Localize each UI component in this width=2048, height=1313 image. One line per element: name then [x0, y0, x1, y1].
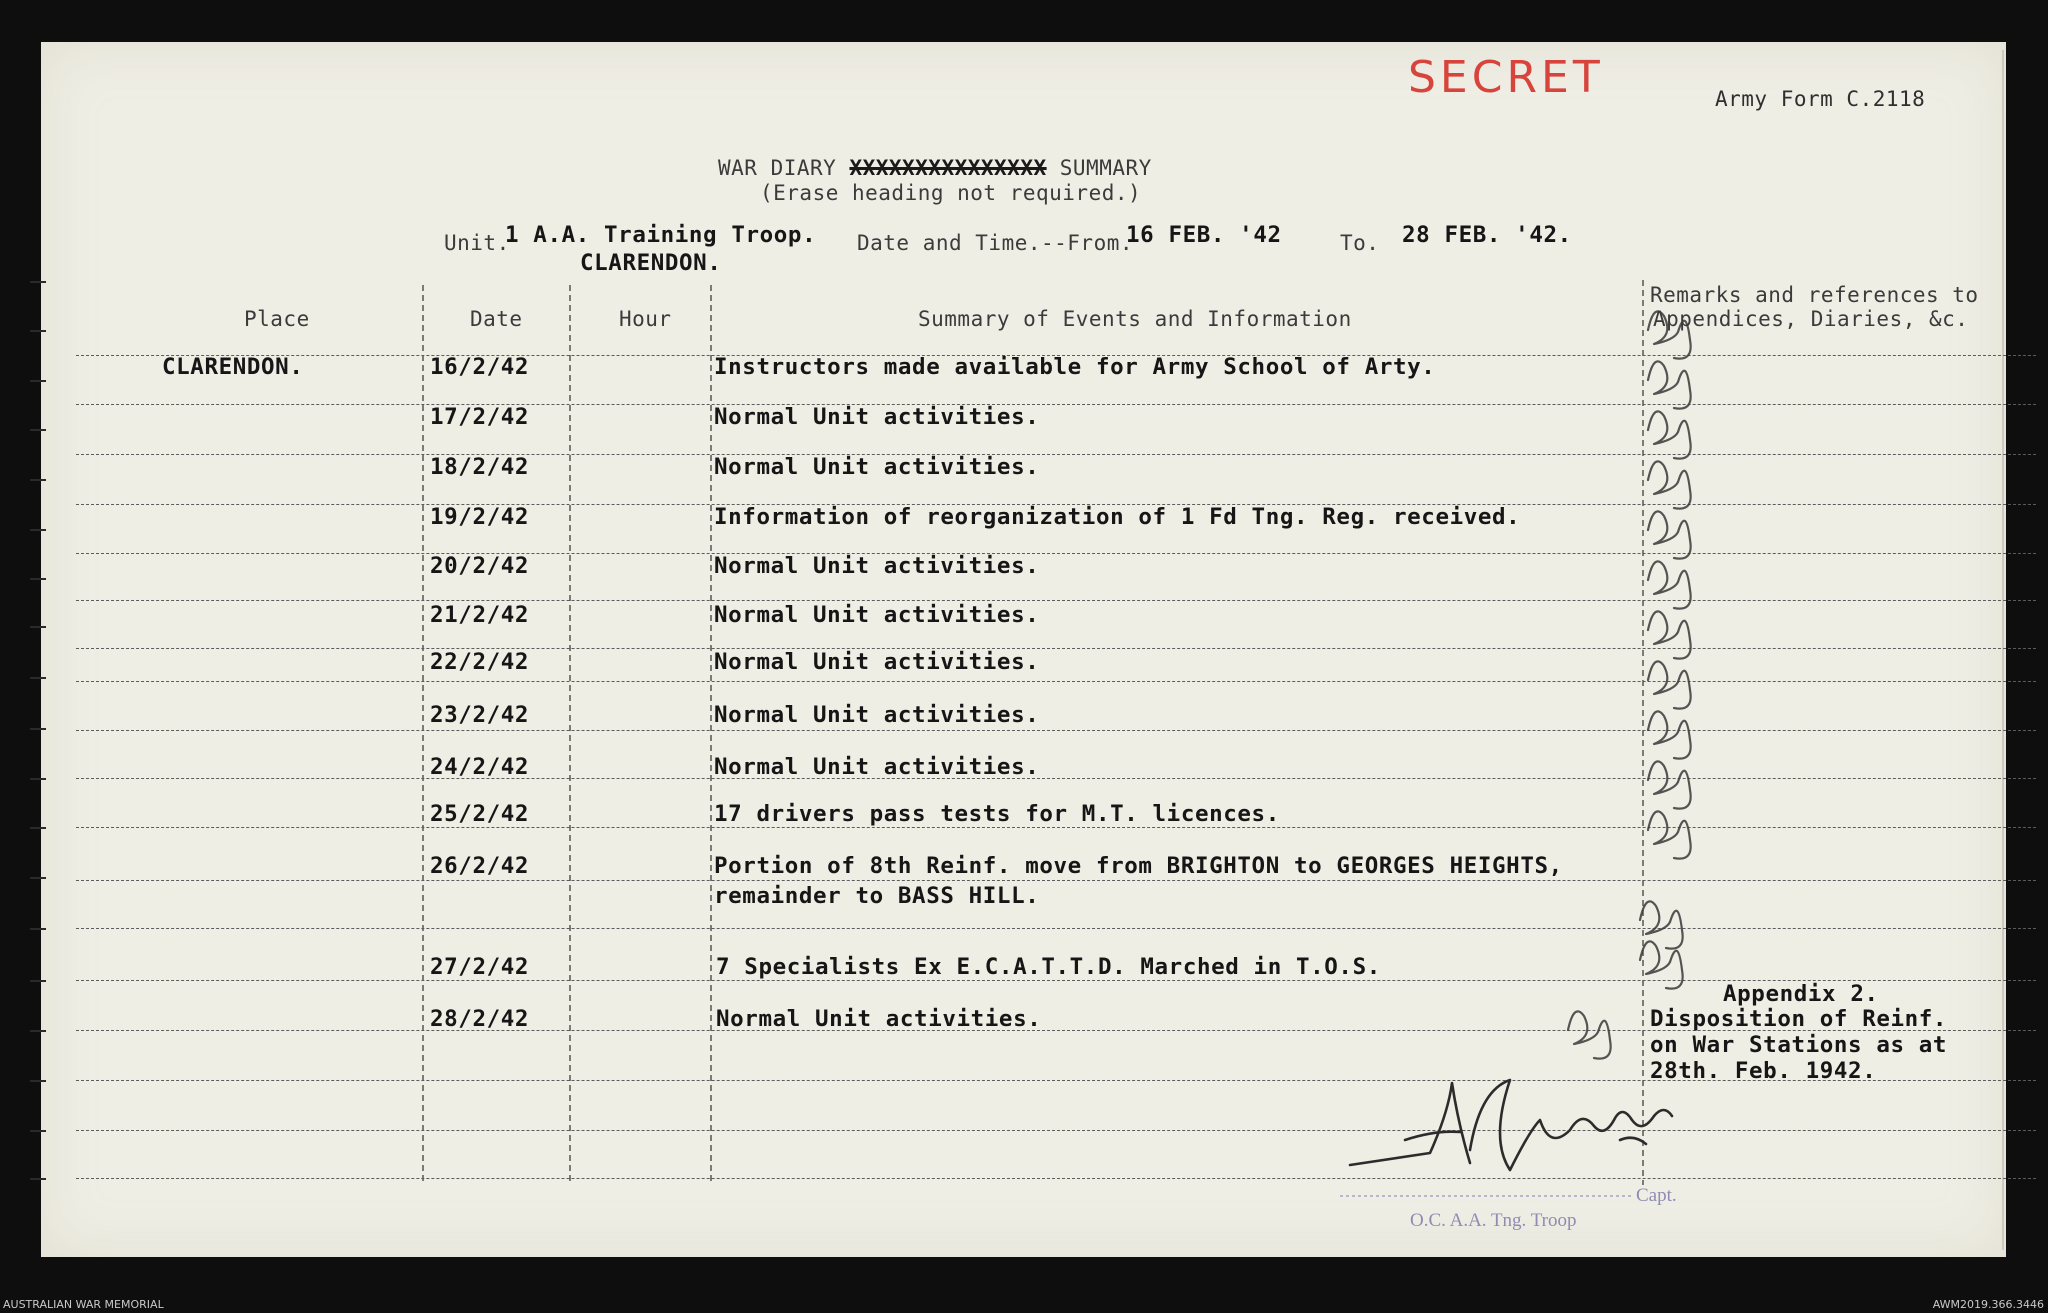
to-date: 28 FEB. '42.: [1402, 222, 1572, 248]
entry-date: 26/2/42: [430, 853, 530, 879]
col-header-remarks-2: Appendices, Diaries, &c.: [1653, 307, 1969, 331]
entry-text: Instructors made available for Army School of Arty.: [714, 354, 1436, 380]
unit-value: 1 A.A. Training Troop.: [505, 222, 817, 248]
entry-text: Normal Unit activities.: [714, 553, 1040, 579]
entry-text: 7 Specialists Ex E.C.A.T.T.D. Marched in T.O.S.: [716, 954, 1381, 980]
entry-text: 17 drivers pass tests for M.T. licences.: [714, 801, 1280, 827]
entry-text: Normal Unit activities.: [714, 602, 1040, 628]
entry-date: 23/2/42: [430, 702, 530, 728]
col-header-date: Date: [470, 307, 523, 331]
entry-text: Normal Unit activities.: [716, 1006, 1042, 1032]
footer-left: AUSTRALIAN WAR MEMORIAL: [3, 1298, 164, 1311]
entry-date: 27/2/42: [430, 954, 530, 980]
entry-date: 19/2/42: [430, 504, 530, 530]
entry-text: Normal Unit activities.: [714, 754, 1040, 780]
signature-rank: Capt.: [1636, 1185, 1677, 1206]
from-date: 16 FEB. '42: [1126, 222, 1282, 248]
entry-text: Normal Unit activities.: [714, 649, 1040, 675]
entry-text: Normal Unit activities.: [714, 454, 1040, 480]
signature-stamp-line: O.C. A.A. Tng. Troop: [1410, 1210, 1577, 1231]
war-diary-label: WAR DIARY: [718, 156, 837, 180]
appendix-line: on War Stations as at: [1650, 1032, 1948, 1058]
entry-text: Normal Unit activities.: [714, 404, 1040, 430]
entry-date: 25/2/42: [430, 801, 530, 827]
appendix-line: 28th. Feb. 1942.: [1650, 1058, 1877, 1084]
entry-date: 17/2/42: [430, 404, 530, 430]
date-time-label: Date and Time.--From.: [857, 231, 1134, 255]
appendix-line: Appendix 2.: [1723, 981, 1879, 1007]
entry-text: Portion of 8th Reinf. move from BRIGHTON to GEORGES HEIGHTS,: [714, 853, 1563, 879]
entry-date: 22/2/42: [430, 649, 530, 675]
col-header-place: Place: [244, 307, 310, 331]
entry-date: 24/2/42: [430, 754, 530, 780]
struck-heading: XXXXXXXXXXXXXXX: [849, 156, 1047, 180]
col-header-summary: Summary of Events and Information: [918, 307, 1352, 331]
col-header-remarks-1: Remarks and references to: [1650, 283, 1979, 307]
entry-date: 18/2/42: [430, 454, 530, 480]
secret-stamp: SECRET: [1408, 52, 1604, 103]
entry-date: 28/2/42: [430, 1006, 530, 1032]
entry-date: 20/2/42: [430, 553, 530, 579]
unit-label: Unit.: [444, 231, 510, 255]
footer-right: AWM2019.366.3446: [1932, 1298, 2044, 1311]
entry-date: 16/2/42: [430, 354, 530, 380]
form-number: Army Form C.2118: [1715, 87, 1926, 111]
unit-location: CLARENDON.: [580, 250, 722, 276]
entry-text: Information of reorganization of 1 Fd Tng. Reg. received.: [714, 504, 1521, 530]
appendix-line: Disposition of Reinf.: [1650, 1006, 1948, 1032]
entry-date: 21/2/42: [430, 602, 530, 628]
erase-note: (Erase heading not required.): [760, 181, 1142, 205]
entry-text-continued: remainder to BASS HILL.: [714, 883, 1040, 909]
col-header-hour: Hour: [619, 307, 672, 331]
place-value: CLARENDON.: [162, 354, 304, 380]
summary-label: SUMMARY: [1059, 156, 1152, 180]
to-label: To.: [1340, 231, 1380, 255]
entry-text: Normal Unit activities.: [714, 702, 1040, 728]
